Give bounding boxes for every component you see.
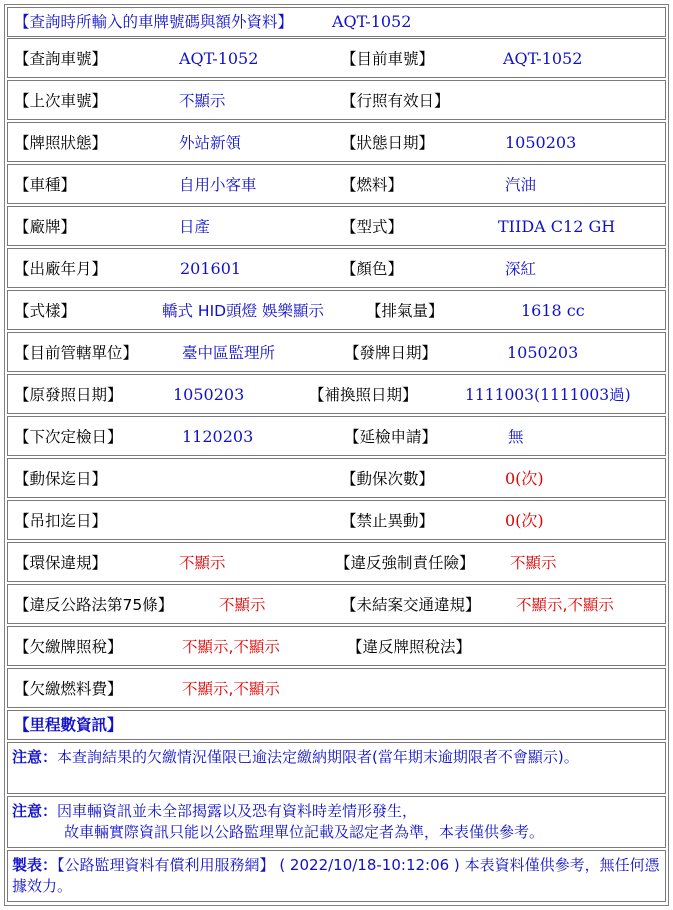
note-body: 本查詢結果的欠繳情況僅限已逾法定繳納期限者(當年期末逾期限者不會顯示)。: [57, 748, 579, 766]
row-label: 【燃料】: [341, 176, 404, 194]
row-value: 1050203: [173, 385, 245, 404]
header-plate: AQT-1052: [332, 12, 412, 31]
row-label: 【目前車號】: [341, 50, 435, 68]
row-value: 外站新領: [179, 134, 242, 152]
row-value: TIIDA C12 GH: [498, 217, 616, 236]
row-value: 1050203: [505, 133, 577, 152]
row-label: 【型式】: [341, 218, 404, 236]
table-row: [7, 542, 666, 582]
table-row: [7, 164, 666, 204]
mileage-section: [7, 710, 666, 740]
row-label: 【延檢申請】: [344, 428, 438, 446]
row-label: 【欠繳牌照稅】: [14, 638, 123, 656]
row-label: 【欠繳燃料費】: [14, 680, 123, 698]
row-value: 不顯示: [179, 92, 226, 110]
row-value: 1050203: [507, 343, 579, 362]
row-label: 【補換照日期】: [309, 386, 418, 404]
row-value: 不顯示: [219, 596, 266, 614]
row-label: 【動保次數】: [341, 470, 435, 488]
row-label: 【吊扣迄日】: [14, 512, 108, 530]
row-label: 【下次定檢日】: [14, 428, 123, 446]
row-value: 不顯示,不顯示: [182, 680, 280, 698]
table-row: [7, 416, 666, 456]
row-value: AQT-1052: [503, 49, 583, 68]
table-row: [7, 122, 666, 162]
row-value: AQT-1052: [179, 49, 259, 68]
row-label: 【違反牌照稅法】: [347, 638, 472, 656]
row-label: 【原發照日期】: [14, 386, 123, 404]
note-text: [12, 801, 661, 843]
row-value: 0(次): [505, 511, 544, 530]
table-row: [7, 290, 666, 330]
table-row: [7, 80, 666, 120]
row-label: 【出廠年月】: [14, 260, 108, 278]
table-row: [7, 374, 666, 414]
row-label: 【牌照狀態】: [14, 134, 108, 152]
table-row: [7, 500, 666, 540]
row-label: 【顏色】: [341, 260, 404, 278]
row-value: 0(次): [505, 469, 544, 488]
row-value: 不顯示: [510, 554, 557, 572]
row-label: 【環保違規】: [14, 554, 108, 572]
row-value: 1618 cc: [521, 301, 585, 320]
note-line-2: 故車輛實際資訊只能以公路監理單位記載及認定者為準，本表僅供參考。: [64, 823, 545, 841]
row-value: 汽油: [505, 176, 537, 194]
row-value: 不顯示: [179, 554, 226, 572]
note-text: [12, 747, 661, 768]
row-value: 深紅: [505, 260, 537, 278]
footer-timestamp: ( 2022/10/18-10:12:06 ): [279, 856, 460, 874]
row-label: 【違反強制責任險】: [335, 554, 475, 572]
row-label: 【行照有效日】: [341, 92, 450, 110]
row-value: 自用小客車: [179, 176, 257, 194]
row-value: 1111003(1111003過): [465, 386, 631, 404]
row-value: 臺中區監理所: [182, 344, 276, 362]
footer-box: [7, 850, 666, 902]
header-row: [7, 7, 666, 37]
row-label: 【發牌日期】: [344, 344, 438, 362]
footer-text: [12, 855, 661, 897]
table-row: [7, 38, 666, 78]
row-value: 無: [508, 428, 524, 446]
table-row: [7, 458, 666, 498]
table-row: [7, 626, 666, 666]
note-label: 注意：: [12, 748, 58, 766]
row-label: 【動保迄日】: [14, 470, 108, 488]
row-label: 【違反公路法第75條】: [14, 596, 174, 614]
row-value: 轎式 HID頭燈 娛樂顯示: [162, 302, 325, 320]
note-label: 注意：: [12, 802, 58, 820]
row-label: 【查詢車號】: [14, 50, 108, 68]
row-value: 201601: [180, 259, 242, 278]
note-box: [7, 796, 666, 848]
footer-service: 【公路監理資料有償利用服務網】: [57, 856, 275, 874]
row-label: 【目前管轄單位】: [14, 344, 139, 362]
header-label: 【查詢時所輸入的車牌號碼與額外資料】: [14, 13, 294, 31]
footer-disclaimer: 本表資料僅供參考，無任何憑據效力。: [12, 856, 660, 895]
row-label: 【車種】: [14, 176, 77, 194]
table-row: [7, 248, 666, 288]
row-label: 【廠牌】: [14, 218, 77, 236]
row-label: 【排氣量】: [366, 302, 444, 320]
row-label: 【上次車號】: [14, 92, 108, 110]
mileage-label: 【里程數資訊】: [14, 716, 123, 734]
row-label: 【禁止異動】: [341, 512, 435, 530]
row-value: 不顯示,不顯示: [182, 638, 280, 656]
note-line-1: 因車輛資訊並未全部揭露以及恐有資料時差情形發生，: [57, 802, 418, 820]
row-label: 【狀態日期】: [341, 134, 435, 152]
note-box: [7, 742, 666, 794]
row-value: 1120203: [182, 427, 254, 446]
table-row: [7, 332, 666, 372]
footer-label: 製表：: [12, 856, 58, 874]
table-row: [7, 668, 666, 708]
row-value: 不顯示,不顯示: [516, 596, 614, 614]
row-label: 【式樣】: [14, 302, 77, 320]
row-label: 【未結案交通違規】: [341, 596, 481, 614]
table-row: [7, 584, 666, 624]
table-row: [7, 206, 666, 246]
row-value: 日產: [179, 218, 211, 236]
